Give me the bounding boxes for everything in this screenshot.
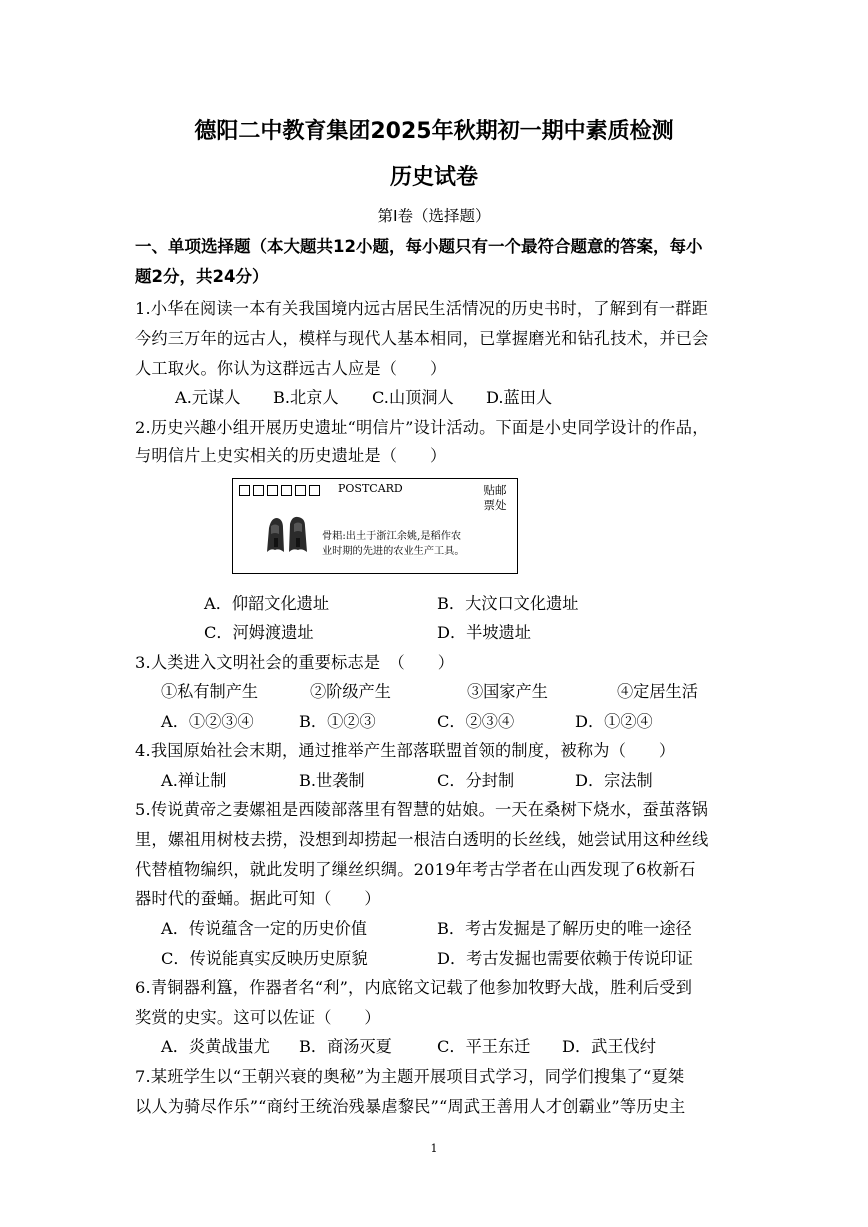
q1-line2: 今约三万年的远古人，模样与现代人基本相同，已掌握磨光和钻孔技术，并已会	[135, 329, 709, 348]
q1-option-b: B.北京人	[273, 388, 339, 407]
q4-option-a: A.禅让制	[161, 771, 227, 790]
postcode-box	[253, 485, 264, 496]
subject-title: 历史试卷	[389, 165, 478, 190]
q3-item-2: ②阶级产生	[310, 682, 391, 701]
q6-option-d: D．武王伐纣	[562, 1037, 656, 1056]
q1-option-a: A.元谋人	[175, 388, 241, 407]
postcode-boxes	[239, 485, 320, 496]
q5-option-a: A．传说蕴含一定的历史价值	[161, 919, 367, 938]
q5-line3: 代替植物编织，就此发明了缫丝织绸。2019年考古学者在山西发现了6枚新石	[135, 860, 696, 879]
section-heading-line2: 题2分，共24分）	[135, 267, 269, 286]
exam-title: 德阳二中教育集团2025年秋期初一期中素质检测	[194, 119, 674, 144]
bone-plough-icon	[263, 514, 311, 554]
postcode-box	[281, 485, 292, 496]
postcode-box	[295, 485, 306, 496]
postcode-box	[309, 485, 320, 496]
q5-line1: 5.传说黄帝之妻嫘祖是西陵部落里有智慧的姑娘。一天在桑树下烧水，蚕茧落锅	[135, 800, 709, 819]
postcard-caption-line1: 骨耜:出土于浙江余姚,是稻作农	[322, 531, 462, 542]
section-heading-line1: 一、单项选择题（本大题共12小题，每小题只有一个最符合题意的答案，每小	[135, 237, 703, 256]
postcode-box	[267, 485, 278, 496]
q1-option-c: C.山顶洞人	[372, 388, 454, 407]
q5-line4: 器时代的蚕蛹。据此可知（ ）	[135, 889, 381, 908]
q1-line3: 人工取火。你认为这群远古人应是（ ）	[135, 359, 447, 378]
q6-line2: 奖赏的史实。这可以佐证（ ）	[135, 1008, 381, 1027]
postcard-label: POSTCARD	[338, 482, 403, 495]
q2-line1: 2.历史兴趣小组开展历史遗址“明信片”设计活动。下面是小史同学设计的作品，	[135, 418, 709, 437]
q4-option-c: C．分封制	[437, 771, 515, 790]
page-number: 1	[430, 1142, 438, 1155]
q4-line1: 4.我国原始社会末期，通过推举产生部落联盟首领的制度，被称为（ ）	[135, 741, 676, 760]
q3-item-4: ④定居生活	[617, 682, 698, 701]
q3-line1: 3.人类进入文明社会的重要标志是 （ ）	[135, 653, 455, 672]
q7-line1: 7.某班学生以“王朝兴衰的奥秘”为主题开展项目式学习，同学们搜集了“夏桀	[135, 1067, 685, 1086]
q1-line1: 1.小华在阅读一本有关我国境内远古居民生活情况的历史书时，了解到有一群距	[135, 299, 709, 318]
q4-option-b: B.世袭制	[299, 771, 365, 790]
q5-option-b: B．考古发掘是了解历史的唯一途径	[437, 919, 692, 938]
q2-option-c: C．河姆渡遗址	[204, 623, 314, 642]
q3-item-1: ①私有制产生	[161, 682, 259, 701]
q5-line2: 里，嫘祖用树枝去捞，没想到却捞起一根洁白透明的长丝线，她尝试用这种丝线	[135, 830, 709, 849]
q5-option-c: C．传说能真实反映历史原貌	[161, 949, 368, 968]
q2-option-a: A．仰韶文化遗址	[204, 594, 330, 613]
volume-heading: 第Ⅰ卷（选择题）	[377, 207, 491, 225]
q4-option-d: D．宗法制	[575, 771, 653, 790]
postcard-caption-line2: 业时期的先进的农业生产工具。	[322, 546, 465, 557]
q3-option-b: B．①②③	[299, 712, 376, 731]
q1-option-d: D.蓝田人	[486, 388, 553, 407]
q3-option-d: D．①②④	[575, 712, 653, 731]
q6-option-c: C．平王东迁	[437, 1037, 531, 1056]
q2-option-b: B．大汶口文化遗址	[437, 594, 579, 613]
q3-option-a: A．①②③④	[161, 712, 254, 731]
postcard-caption	[322, 529, 465, 559]
postcode-box	[239, 485, 250, 496]
q6-line1: 6.青铜器利簋，作器者名“利”，内底铭文记载了他参加牧野大战，胜利后受到	[135, 978, 693, 997]
q6-option-b: B．商汤灭夏	[299, 1037, 392, 1056]
q3-option-c: C．②③④	[437, 712, 515, 731]
q3-item-3: ③国家产生	[467, 682, 548, 701]
q5-option-d: D．考古发掘也需要依赖于传说印证	[437, 949, 693, 968]
q6-option-a: A．炎黄战蚩尤	[161, 1037, 270, 1056]
postcard-figure	[232, 478, 518, 574]
q2-line2: 与明信片上史实相关的历史遗址是（ ）	[135, 446, 447, 465]
q2-option-d: D．半坡遗址	[437, 623, 531, 642]
stamp-area: 贴邮票处	[483, 483, 507, 512]
q7-line2: 以人为骑尽作乐”“商纣王统治残暴虐黎民”“周武王善用人才创霸业”等历史主	[135, 1097, 686, 1116]
